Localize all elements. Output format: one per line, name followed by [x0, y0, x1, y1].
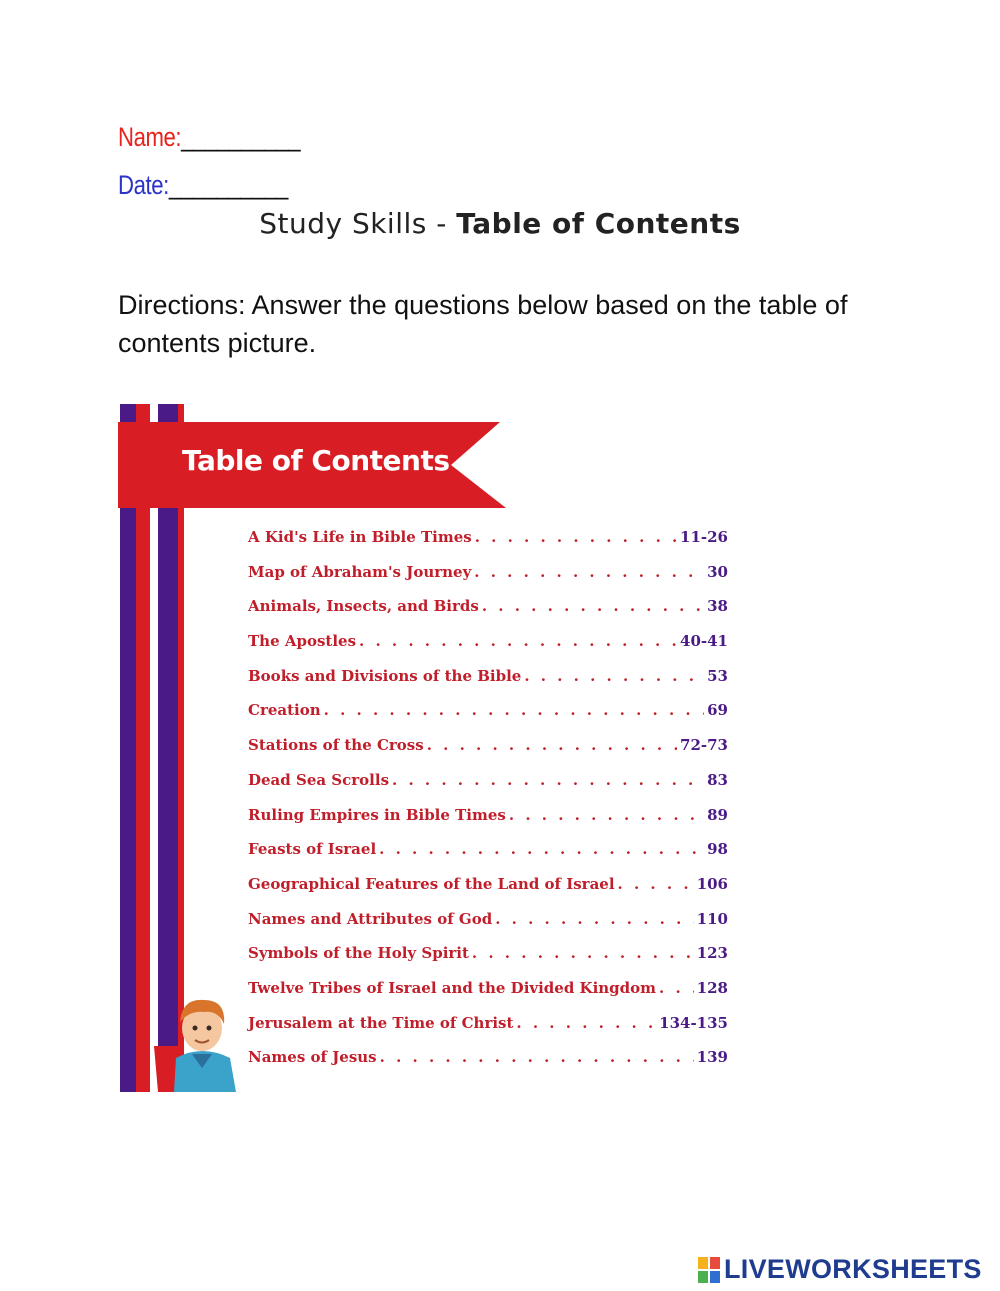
toc-heading: Table of Contents: [182, 444, 450, 477]
toc-dot-leader: [475, 528, 677, 546]
date-field: [118, 170, 288, 201]
toc-entry: [248, 701, 728, 736]
toc-entry-page: 40-41: [680, 632, 728, 651]
toc-entry-page: 53: [707, 666, 728, 685]
date-label: Date:: [118, 170, 169, 200]
toc-entry: [248, 806, 728, 841]
toc-dot-leader: [379, 840, 704, 858]
toc-entry-page: 69: [707, 701, 728, 720]
toc-entry: [248, 667, 728, 702]
toc-dot-leader: [427, 736, 677, 754]
toc-dot-leader: [474, 563, 704, 581]
toc-entry-title: Books and Divisions of the Bible: [248, 666, 522, 685]
toc-entry-page: 123: [696, 944, 728, 963]
toc-entry-page: 110: [696, 909, 728, 928]
toc-dot-leader: [618, 875, 694, 893]
toc-entry-title: Geographical Features of the Land of Israel: [248, 874, 615, 893]
toc-dot-leader: [359, 632, 677, 650]
toc-entry-page: 134-135: [659, 1013, 728, 1032]
toc-entry: [248, 528, 728, 563]
toc-entry-title: Names and Attributes of God: [248, 909, 493, 928]
toc-dot-leader: [516, 1014, 656, 1032]
toc-entry: [248, 632, 728, 667]
toc-entry-title: Animals, Insects, and Birds: [248, 597, 479, 616]
toc-dot-leader: [324, 701, 704, 719]
liveworksheets-icon: [698, 1257, 720, 1283]
logo-text: LIVEWORKSHEETS: [724, 1254, 982, 1284]
toc-entry-title: Ruling Empires in Bible Times: [248, 805, 506, 824]
toc-entry: [248, 1014, 728, 1049]
toc-entry-page: 30: [707, 562, 728, 581]
page-title-regular: Study Skills -: [259, 207, 457, 240]
toc-entry-page: 106: [696, 874, 728, 893]
toc-entry: [248, 875, 728, 910]
toc-entry-title: Creation: [248, 701, 321, 720]
toc-dot-leader: [472, 944, 694, 962]
boy-character-illustration: [152, 988, 252, 1092]
toc-dot-leader: [524, 667, 704, 685]
toc-dot-leader: [495, 910, 693, 928]
toc-entry: [248, 563, 728, 598]
table-of-contents-picture: [118, 404, 738, 1092]
toc-entry: [248, 944, 728, 979]
toc-entry-page: 38: [707, 597, 728, 616]
toc-entry-page: 83: [707, 770, 728, 789]
toc-entry-title: Symbols of the Holy Spirit: [248, 944, 469, 963]
toc-entry-page: 128: [696, 978, 728, 997]
toc-entry-page: 98: [707, 840, 728, 859]
date-blank: __________: [168, 170, 288, 200]
toc-entry-page: 89: [707, 805, 728, 824]
toc-entry-title: The Apostles: [248, 632, 357, 651]
toc-dot-leader: [380, 1048, 694, 1066]
toc-entry-title: Names of Jesus: [248, 1048, 377, 1067]
toc-dot-leader: [509, 806, 704, 824]
liveworksheets-logo: [698, 1254, 982, 1285]
toc-entry-page: 139: [696, 1048, 728, 1067]
name-blank: __________: [181, 122, 301, 152]
toc-entry-title: Stations of the Cross: [248, 736, 424, 755]
page-title-bold: Table of Contents: [456, 207, 741, 240]
name-label: Name:: [118, 122, 182, 152]
toc-entry-page: 11-26: [680, 528, 728, 546]
toc-dot-leader: [392, 771, 704, 789]
toc-entry-page: 72-73: [680, 736, 728, 755]
toc-entry-title: Feasts of Israel: [248, 840, 377, 859]
name-field: [118, 122, 300, 153]
toc-entry: [248, 979, 728, 1014]
toc-entry-title: Map of Abraham's Journey: [248, 562, 472, 581]
toc-dot-leader: [659, 979, 694, 997]
toc-entry: [248, 771, 728, 806]
toc-entry-title: A Kid's Life in Bible Times: [248, 528, 472, 546]
toc-entry: [248, 840, 728, 875]
toc-dot-leader: [482, 597, 704, 615]
toc-entry: [248, 597, 728, 632]
toc-entry: [248, 1048, 728, 1083]
toc-entry-title: Dead Sea Scrolls: [248, 770, 390, 789]
toc-entry: [248, 736, 728, 771]
toc-entry-title: Twelve Tribes of Israel and the Divided Kingdom: [248, 978, 657, 997]
page-title: [0, 207, 1000, 240]
directions-text: Directions: Answer the questions below based on the table of contents picture.: [118, 290, 848, 358]
toc-entry: [248, 910, 728, 945]
toc-list: [248, 528, 728, 1083]
toc-entry-title: Jerusalem at the Time of Christ: [248, 1013, 514, 1032]
